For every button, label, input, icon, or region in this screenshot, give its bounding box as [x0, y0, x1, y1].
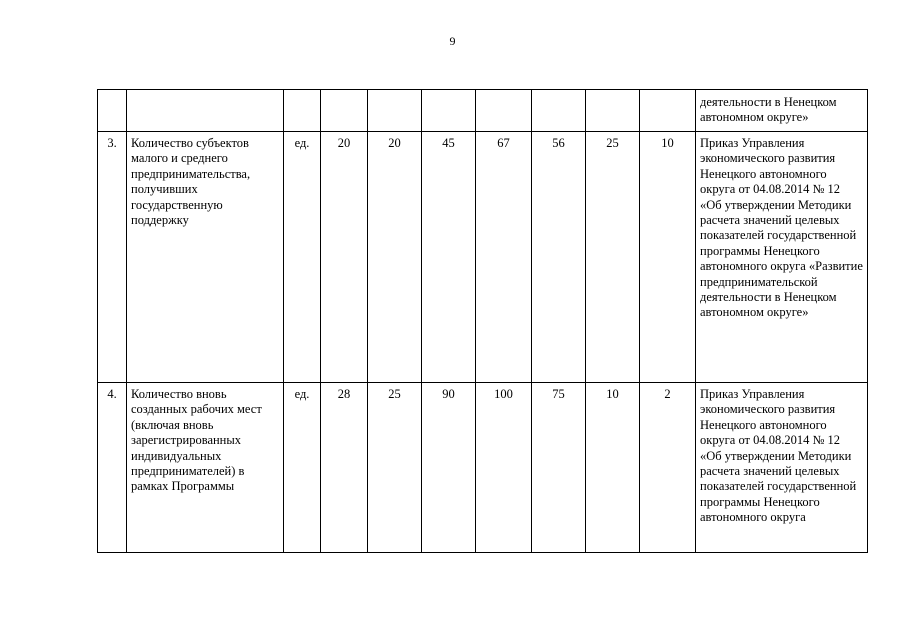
value-cell: 45: [422, 132, 476, 383]
value-cell: 90: [422, 383, 476, 553]
table-row: [98, 132, 868, 383]
value-cell: 20: [368, 132, 422, 383]
row-number: [98, 90, 127, 132]
value-cell: 20: [321, 132, 368, 383]
value-cell: [476, 90, 532, 132]
indicators-table: [97, 89, 868, 553]
value-cell: 56: [532, 132, 586, 383]
table-row: [98, 90, 868, 132]
unit-cell: [284, 90, 321, 132]
row-number: 4.: [98, 383, 127, 553]
value-cell: [368, 90, 422, 132]
value-cell: 2: [640, 383, 696, 553]
indicator-name: Количество вновь созданных рабочих мест (включая вновь зарегистрированных индивидуальных предпринимателей) в рамках Программы: [127, 383, 284, 553]
source-document: деятельности в Ненецком автономном округе»: [696, 90, 868, 132]
value-cell: 25: [586, 132, 640, 383]
source-document: Приказ Управления экономического развития Ненецкого автономного округа от 04.08.2014 № 12 «Об утверждении Методики расчета значений целевых показателей государственной программы Ненецкого автономного округа: [696, 383, 868, 553]
value-cell: 10: [640, 132, 696, 383]
value-cell: 100: [476, 383, 532, 553]
indicator-name: Количество субъектов малого и среднего предпринимательства, получивших государственную поддержку: [127, 132, 284, 383]
table-row: [98, 383, 868, 553]
value-cell: 25: [368, 383, 422, 553]
value-cell: 67: [476, 132, 532, 383]
unit-cell: ед.: [284, 383, 321, 553]
value-cell: 28: [321, 383, 368, 553]
indicator-name: [127, 90, 284, 132]
unit-cell: ед.: [284, 132, 321, 383]
value-cell: [586, 90, 640, 132]
page-number: 9: [449, 34, 456, 48]
row-number: 3.: [98, 132, 127, 383]
value-cell: 75: [532, 383, 586, 553]
value-cell: [422, 90, 476, 132]
value-cell: [532, 90, 586, 132]
value-cell: [640, 90, 696, 132]
value-cell: 10: [586, 383, 640, 553]
value-cell: [321, 90, 368, 132]
source-document: Приказ Управления экономического развития Ненецкого автономного округа от 04.08.2014 № 12 «Об утверждении Методики расчета значений целевых показателей государственной программы Ненецкого автономного округа «Развитие предпринимательской деятельности в Ненецком автономном округе»: [696, 132, 868, 383]
